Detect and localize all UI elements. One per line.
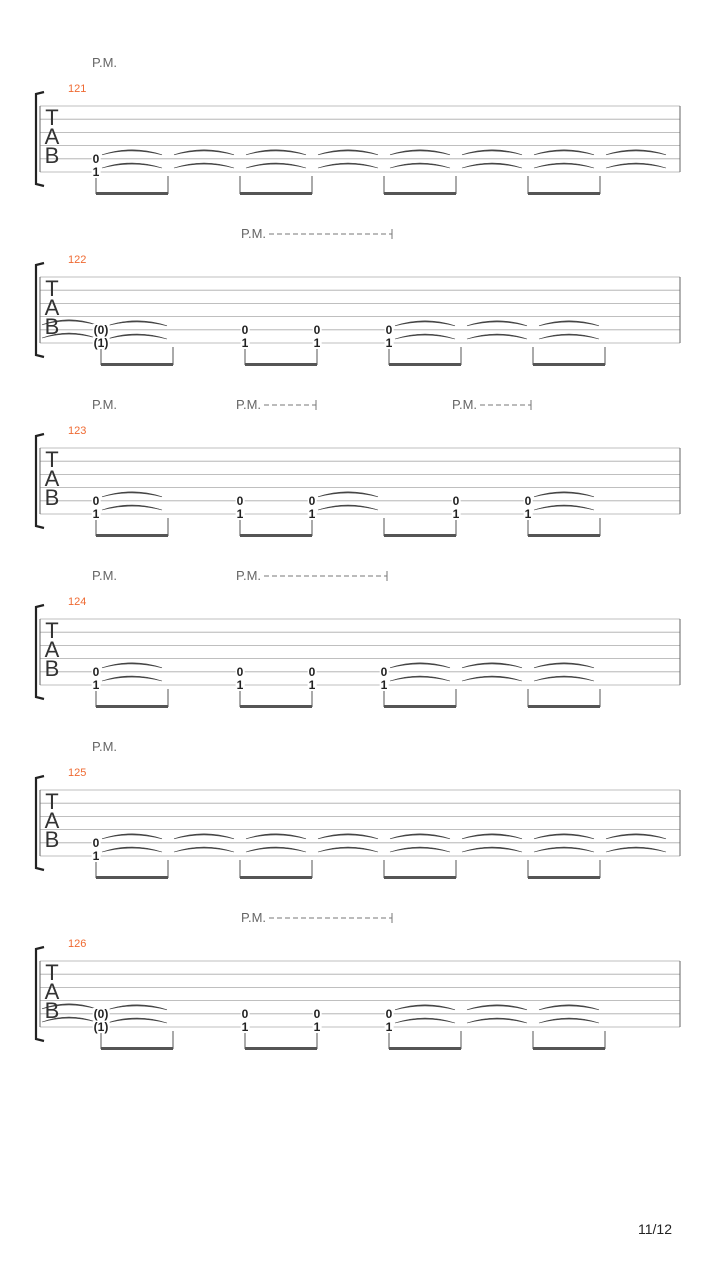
fret-number-string6: 1 (385, 1020, 393, 1034)
tab-system (0, 563, 720, 734)
tie (318, 505, 378, 510)
tie (539, 1018, 599, 1023)
tie (467, 321, 527, 326)
fret-number-string6: 1 (236, 678, 244, 692)
tab-clef-letter: B (44, 143, 60, 168)
tie (174, 847, 234, 852)
fret-number-string6: 1 (92, 678, 100, 692)
fret-number-string5: 0 (524, 493, 532, 508)
fret-number-string5: 0 (308, 493, 316, 508)
tab-clef-letter: A (44, 295, 60, 320)
fret-number-string5: (0) (93, 322, 109, 337)
measure-number: 124 (68, 596, 87, 608)
fret-number-string5: (0) (93, 1006, 109, 1021)
tab-clef-letter: B (44, 998, 60, 1023)
tie (467, 334, 527, 339)
eighth-beam (240, 705, 312, 708)
tab-system (0, 734, 720, 905)
tie (107, 1005, 167, 1010)
tab-clef-letter: A (44, 637, 60, 662)
tie (395, 334, 455, 339)
fret-number-string6: (1) (93, 336, 109, 350)
tie (539, 321, 599, 326)
tie (606, 834, 666, 839)
staff-graphics (0, 392, 720, 563)
eighth-beam (389, 363, 461, 366)
tab-clef-letter: B (44, 827, 60, 852)
tab-system (0, 392, 720, 563)
staff-graphics (0, 563, 720, 734)
eighth-beam (96, 192, 168, 195)
tie (534, 847, 594, 852)
palm-mute-label: P.M. (92, 55, 118, 70)
palm-mute-label: P.M. (236, 397, 262, 412)
fret-number-string5: 0 (308, 664, 316, 679)
measure-number: 122 (68, 254, 87, 266)
palm-mute-label: P.M. (241, 910, 267, 925)
tie (102, 505, 162, 510)
palm-mute-label: P.M. (92, 397, 118, 412)
fret-number-string5: 0 (241, 1006, 249, 1021)
tie (246, 163, 306, 168)
staff-graphics (0, 905, 720, 1076)
tie (107, 1018, 167, 1023)
tie (462, 150, 522, 155)
eighth-beam (240, 534, 312, 537)
tie (390, 663, 450, 668)
eighth-beam (384, 876, 456, 879)
eighth-beam (528, 192, 600, 195)
fret-number-string5: 0 (92, 664, 100, 679)
tie (318, 150, 378, 155)
tie (390, 163, 450, 168)
tie (107, 334, 167, 339)
tab-clef-letter: T (45, 447, 59, 472)
tie (318, 492, 378, 497)
tie (462, 663, 522, 668)
palm-mute-label: P.M. (236, 568, 262, 583)
eighth-beam (384, 192, 456, 195)
staff-graphics (0, 221, 720, 392)
eighth-beam (101, 1047, 173, 1050)
tie (390, 676, 450, 681)
fret-number-string6: 1 (313, 336, 321, 350)
palm-mute-label: P.M. (92, 739, 118, 754)
tab-clef-letter: A (44, 124, 60, 149)
eighth-beam (384, 534, 456, 537)
tie (102, 492, 162, 497)
tie (395, 1018, 455, 1023)
fret-number-string6: 1 (524, 507, 532, 521)
tie (467, 1018, 527, 1023)
fret-number-string5: 0 (92, 151, 100, 166)
tab-system (0, 221, 720, 392)
fret-number-string6: 1 (92, 849, 100, 863)
fret-number-string5: 0 (380, 664, 388, 679)
tie (102, 676, 162, 681)
fret-number-string6: 1 (236, 507, 244, 521)
palm-mute-label: P.M. (241, 226, 267, 241)
eighth-beam (245, 363, 317, 366)
eighth-beam (528, 705, 600, 708)
tab-clef-letter: T (45, 276, 59, 301)
tab-clef-letter: A (44, 808, 60, 833)
tie (246, 150, 306, 155)
fret-number-string5: 0 (236, 664, 244, 679)
fret-number-string5: 0 (236, 493, 244, 508)
fret-number-string5: 0 (385, 1006, 393, 1021)
tie (534, 834, 594, 839)
eighth-beam (101, 363, 173, 366)
tie (534, 676, 594, 681)
tie (539, 1005, 599, 1010)
measure-number: 123 (68, 425, 87, 437)
fret-number-string5: 0 (92, 835, 100, 850)
fret-number-string6: 1 (308, 507, 316, 521)
tie (534, 663, 594, 668)
tab-clef-letter: B (44, 485, 60, 510)
fret-number-string6: 1 (313, 1020, 321, 1034)
tie (467, 1005, 527, 1010)
fret-number-string6: 1 (241, 1020, 249, 1034)
tie (462, 847, 522, 852)
tie (246, 847, 306, 852)
tie (318, 163, 378, 168)
tie (107, 321, 167, 326)
fret-number-string6: 1 (385, 336, 393, 350)
tie (462, 163, 522, 168)
eighth-beam (96, 534, 168, 537)
eighth-beam (389, 1047, 461, 1050)
fret-number-string5: 0 (452, 493, 460, 508)
fret-number-string5: 0 (385, 322, 393, 337)
palm-mute-label: P.M. (92, 568, 118, 583)
fret-number-string5: 0 (313, 1006, 321, 1021)
tab-clef-letter: T (45, 105, 59, 130)
tie (390, 834, 450, 839)
fret-number-string5: 0 (92, 493, 100, 508)
tie (539, 334, 599, 339)
tie (318, 834, 378, 839)
eighth-beam (533, 363, 605, 366)
tie (102, 163, 162, 168)
tie (390, 150, 450, 155)
tie (534, 150, 594, 155)
tab-clef-letter: T (45, 960, 59, 985)
tie (395, 1005, 455, 1010)
tie (462, 676, 522, 681)
tab-clef-letter: A (44, 466, 60, 491)
fret-number-string6: 1 (452, 507, 460, 521)
tie (606, 163, 666, 168)
tab-clef-letter: B (44, 314, 60, 339)
palm-mute-label: P.M. (452, 397, 478, 412)
eighth-beam (96, 705, 168, 708)
eighth-beam (384, 705, 456, 708)
tie (102, 150, 162, 155)
tie (606, 847, 666, 852)
eighth-beam (528, 534, 600, 537)
eighth-beam (245, 1047, 317, 1050)
tie (102, 847, 162, 852)
measure-number: 121 (68, 83, 87, 95)
fret-number-string6: 1 (241, 336, 249, 350)
fret-number-string6: 1 (380, 678, 388, 692)
tab-system (0, 50, 720, 221)
staff-graphics (0, 734, 720, 905)
fret-number-string6: 1 (92, 165, 100, 179)
tie (606, 150, 666, 155)
tab-clef-letter: T (45, 618, 59, 643)
eighth-beam (96, 876, 168, 879)
page-number: 11/12 (638, 1221, 672, 1237)
fret-number-string5: 0 (241, 322, 249, 337)
fret-number-string6: 1 (92, 507, 100, 521)
eighth-beam (240, 876, 312, 879)
tab-system (0, 905, 720, 1076)
tie (534, 492, 594, 497)
eighth-beam (528, 876, 600, 879)
measure-number: 126 (68, 938, 87, 950)
fret-number-string6: 1 (308, 678, 316, 692)
tie (534, 505, 594, 510)
fret-number-string6: (1) (93, 1020, 109, 1034)
eighth-beam (240, 192, 312, 195)
measure-number: 125 (68, 767, 87, 779)
tie (395, 321, 455, 326)
tie (246, 834, 306, 839)
eighth-beam (533, 1047, 605, 1050)
staff-graphics (0, 50, 720, 221)
tab-clef-letter: B (44, 656, 60, 681)
tie (174, 163, 234, 168)
tie (102, 663, 162, 668)
tie (174, 834, 234, 839)
tab-clef-letter: A (44, 979, 60, 1004)
tie (174, 150, 234, 155)
tab-clef-letter: T (45, 789, 59, 814)
tie (102, 834, 162, 839)
tie (390, 847, 450, 852)
tie (534, 163, 594, 168)
fret-number-string5: 0 (313, 322, 321, 337)
tie (462, 834, 522, 839)
tie (318, 847, 378, 852)
